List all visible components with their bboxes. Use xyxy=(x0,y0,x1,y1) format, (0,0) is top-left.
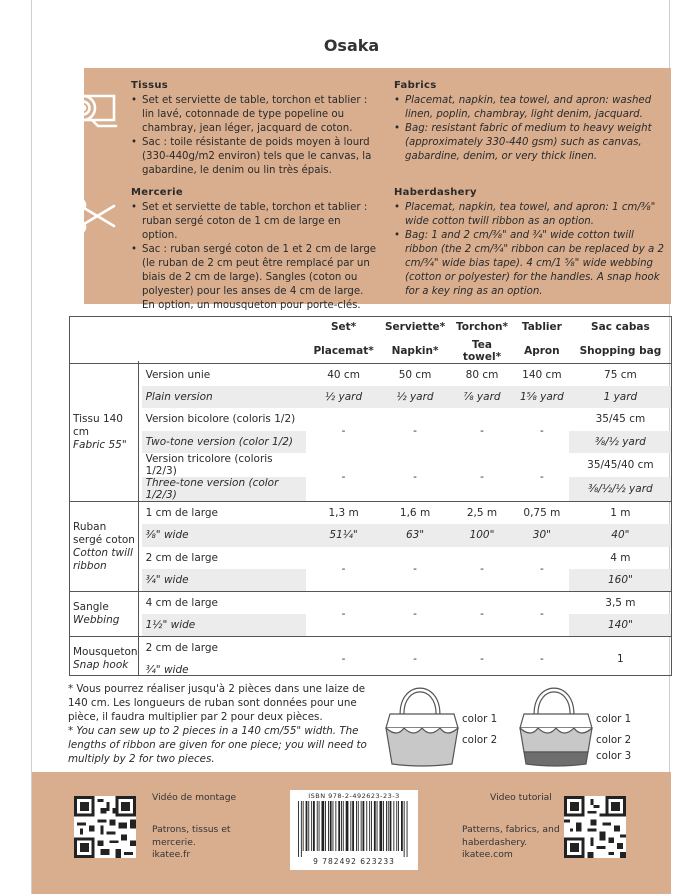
row-group-label: Sangle Webbing xyxy=(69,592,142,637)
row-label: ¾" wide xyxy=(142,569,307,592)
bag-two-tone-illustration xyxy=(372,680,472,772)
website-link[interactable]: ikatee.com xyxy=(462,849,513,860)
table-row xyxy=(69,547,672,570)
col-header: Tablier xyxy=(521,321,562,334)
col-header: Set* xyxy=(330,321,357,334)
barcode-bar xyxy=(380,801,383,851)
table-cell: 50 cm xyxy=(381,363,449,386)
row-label: Three-tone version (color 1/2/3) xyxy=(142,477,307,502)
row-label: 2 cm de large xyxy=(142,637,307,660)
fabrics-en xyxy=(394,79,664,164)
table-cell: - xyxy=(341,471,346,483)
table-cell: - xyxy=(515,592,569,637)
barcode-bar xyxy=(407,801,408,857)
row-label: 1½" wide xyxy=(142,614,307,637)
row-label: 2 cm de large xyxy=(145,551,219,564)
row-label: Version unie xyxy=(142,363,307,386)
table-cell: - xyxy=(306,592,381,637)
table-cell: 140 cm xyxy=(515,363,569,386)
row-label: Two-tone version (color 1/2) xyxy=(142,431,307,454)
haberdashery-en-heading: Haberdashery xyxy=(394,187,477,198)
row-label: Plain version xyxy=(145,390,213,403)
table-cell: - xyxy=(381,592,449,637)
barcode-bar xyxy=(363,801,365,851)
fabrics-en-item: • Placemat, napkin, tea towel, and apron: washed linen, poplin, chambray, light denim, jacquard. xyxy=(394,94,664,122)
barcode xyxy=(290,790,418,870)
barcode-bar xyxy=(298,801,299,857)
fabric-roll-icon xyxy=(68,86,120,130)
table-cell: 0,75 m xyxy=(515,502,569,525)
website-link[interactable]: ikatee.fr xyxy=(152,849,191,860)
col-header: Tea towel* xyxy=(462,338,502,363)
row-label: 4 cm de large xyxy=(142,592,307,615)
footer-left-text: Patrons, tissus et mercerie. ikatee.fr xyxy=(152,824,231,860)
barcode-bar xyxy=(301,801,302,857)
table-row xyxy=(69,637,672,660)
table-header-fr xyxy=(69,316,672,339)
table-cell: ⅜/½ yard xyxy=(569,431,672,454)
barcode-bar xyxy=(369,801,370,851)
barcode-bar xyxy=(383,801,384,851)
barcode-icon xyxy=(294,801,414,857)
table-cell: 51¼" xyxy=(329,529,358,542)
barcode-bar xyxy=(366,801,367,851)
table-cell: ⅜/½/½ yard xyxy=(569,477,672,502)
row-label: Version bicolore (coloris 1/2) xyxy=(145,413,296,426)
table-cell: 1,3 m xyxy=(306,502,381,525)
haberdashery-en xyxy=(394,186,664,299)
barcode-bar xyxy=(350,801,351,851)
barcode-bar xyxy=(401,801,403,851)
color-label: color 2 xyxy=(462,734,498,746)
table-cell: 80 cm xyxy=(449,363,515,386)
barcode-bar xyxy=(346,801,349,851)
table-row xyxy=(69,502,672,525)
table-cell: - xyxy=(306,637,381,682)
color-label: color 1 xyxy=(596,713,632,725)
barcode-bar xyxy=(371,801,372,851)
table-cell: - xyxy=(413,471,417,483)
haberdashery-en-item: • Placemat, napkin, tea towel, and apron: 1 cm/⅜" wide cotton twill ribbon as an option. xyxy=(394,201,664,229)
fabrics-en-heading: Fabrics xyxy=(394,80,437,91)
row-group-label: Mousqueton Snap hook xyxy=(69,637,142,682)
isbn-label: ISBN 978-2-492623-23-3 xyxy=(308,792,400,800)
barcode-bar xyxy=(377,801,378,851)
barcode-bar xyxy=(352,801,354,851)
table-row xyxy=(69,592,672,615)
col-header: Serviette* xyxy=(385,321,446,334)
row-label: 1 cm de large xyxy=(142,502,307,525)
table-cell: 75 cm xyxy=(569,363,672,386)
table-cell: - xyxy=(341,562,346,575)
haberdashery-fr-item: • Set et serviette de table, torchon et tablier : ruban sergé coton de 1 cm de large en option. xyxy=(131,201,377,243)
row-label: ⅜" wide xyxy=(145,529,189,542)
note-en: * You can sew up to 2 pieces in a 140 cm/55" width. The lengths of ribbon are given for one piece; you will need to multiply by 2 for two pieces. xyxy=(68,725,367,765)
barcode-bar xyxy=(390,801,392,851)
barcode-bar xyxy=(374,801,376,851)
table-cell: 2,5 m xyxy=(449,502,515,525)
table-cell: - xyxy=(539,471,544,483)
table-cell: 1 m xyxy=(569,502,672,525)
table-divider xyxy=(138,361,139,676)
table-cell: - xyxy=(515,637,569,682)
row-label: Version tricolore (coloris 1/2/3) xyxy=(145,453,273,477)
barcode-digits: 9 782492 623233 xyxy=(313,857,395,866)
table-cell: - xyxy=(413,562,417,575)
table-cell: - xyxy=(341,424,346,437)
table-cell: 3,5 m xyxy=(569,592,672,615)
barcode-bar xyxy=(325,801,326,851)
barcode-bar xyxy=(311,801,312,851)
table-cell: 1 xyxy=(569,637,672,682)
table-row xyxy=(69,386,672,409)
haberdashery-fr xyxy=(131,186,377,313)
table-cell: 40 cm xyxy=(306,363,381,386)
footer-left-title: Vidéo de montage xyxy=(152,792,237,803)
notes xyxy=(68,682,378,766)
table-cell: 140" xyxy=(569,614,672,637)
barcode-bar xyxy=(393,801,394,851)
barcode-bar xyxy=(306,801,308,851)
table-header-en xyxy=(69,339,672,364)
barcode-bar xyxy=(317,801,318,851)
barcode-bar xyxy=(343,801,344,851)
row-group-label: Ruban sergé coton Cotton twill ribbon xyxy=(69,502,142,592)
haberdashery-fr-heading: Mercerie xyxy=(131,187,183,198)
table-cell: 4 m xyxy=(610,551,631,564)
table-cell: 35/45 cm xyxy=(595,413,646,426)
table-row xyxy=(69,524,672,547)
fabrics-en-item: • Bag: resistant fabric of medium to heavy weight (approximately 330-440 gsm) such as canvas, gabardine, denim, or very thick linen. xyxy=(394,122,664,164)
table-cell: 1,6 m xyxy=(381,502,449,525)
footer-right-text: Patterns, fabrics, and haberdashery. ikatee.com xyxy=(462,824,560,860)
note-fr: * Vous pourrez réaliser jusqu'à 2 pièces dans une laize de 140 cm. Les longueurs de ruban sont données pour une pièce, il faudra multiplier par 2 pour deux pièces. xyxy=(68,683,366,723)
table-cell: - xyxy=(449,637,515,682)
table-row xyxy=(69,363,672,386)
table-cell: - xyxy=(480,562,484,575)
fabrics-fr-item: • Sac : toile résistante de poids moyen à lourd (330-440g/m2 environ) tels que le canvas, la gabardine, le denim ou lin très épais. xyxy=(131,136,377,178)
footer xyxy=(32,772,671,894)
barcode-bar xyxy=(341,801,342,851)
table-cell: - xyxy=(480,424,484,437)
barcode-bar xyxy=(396,801,397,851)
table-cell: - xyxy=(480,471,484,483)
table-cell: - xyxy=(449,592,515,637)
haberdashery-en-item: • Bag: 1 and 2 cm/⅜" and ¾" wide cotton twill ribbon (the 2 cm/¾" ribbon can be replaced by a 2 cm/¾" wide bias tape). 4 cm/1 ⅝" wide webbing (cotton or polyester) for the handles. A snap hook for a key ring as an option. xyxy=(394,229,664,299)
table-cell: 1⅝ yard xyxy=(519,390,564,403)
table-cell: 160" xyxy=(569,569,672,592)
table-cell: 40" xyxy=(611,529,630,542)
page-title: Osaka xyxy=(323,36,380,55)
table-cell: - xyxy=(381,637,449,682)
bag-three-tone-illustration xyxy=(506,680,606,772)
col-header: Torchon* xyxy=(455,321,509,334)
barcode-bar xyxy=(330,801,332,851)
footer-right-title: Video tutorial xyxy=(490,792,552,803)
barcode-bar xyxy=(358,801,359,851)
barcode-bar xyxy=(313,801,315,851)
table-row xyxy=(69,453,672,477)
pattern-sheet xyxy=(31,0,670,894)
barcode-bar xyxy=(319,801,320,851)
qr-code-icon[interactable] xyxy=(74,796,136,858)
table-cell: 30" xyxy=(532,529,551,542)
barcode-bar xyxy=(303,801,304,851)
fabrics-fr-item: • Set et serviette de table, torchon et tablier : lin lavé, cotonnade de type popeline ou chambray, jean léger, jacquard de coton. xyxy=(131,94,377,136)
barcode-bar xyxy=(328,801,329,851)
col-header: Placemat* xyxy=(313,344,374,357)
col-header: Shopping bag xyxy=(579,344,662,357)
fabrics-fr-heading: Tissus xyxy=(131,80,169,91)
barcode-bar xyxy=(322,801,325,851)
scissors-icon xyxy=(70,196,118,236)
col-header: Sac cabas xyxy=(591,321,650,334)
fabrics-fr xyxy=(131,79,377,178)
table-cell: ½ yard xyxy=(396,390,434,403)
table-cell: - xyxy=(539,424,544,437)
color-label: color 2 xyxy=(596,734,632,746)
barcode-bar xyxy=(361,801,362,851)
haberdashery-fr-item: • Sac : ruban sergé coton de 1 et 2 cm de large (le ruban de 2 cm peut être remplacé par un biais de 2 cm de large). Sangles (coton ou polyester) pour les anses de 4 cm de large. En option, un mousqueton pour porte-clés. xyxy=(131,243,377,313)
table-cell: - xyxy=(539,562,544,575)
requirements-table xyxy=(69,316,672,682)
col-header: Napkin* xyxy=(391,344,439,357)
barcode-bar xyxy=(398,801,399,851)
barcode-bar xyxy=(356,801,357,851)
table-cell: 35/45/40 cm xyxy=(587,459,654,471)
col-header: Apron xyxy=(524,344,560,357)
color-label: color 1 xyxy=(462,713,498,725)
barcode-bar xyxy=(404,801,405,857)
barcode-bar xyxy=(333,801,334,851)
color-label: color 3 xyxy=(596,750,632,762)
row-group-label: Tissu 140 cm Fabric 55" xyxy=(69,363,142,502)
table-cell: ½ yard xyxy=(325,390,363,403)
barcode-bar xyxy=(386,801,387,851)
table-cell: ⅞ yard xyxy=(463,390,501,403)
row-label: ¾" wide xyxy=(145,664,189,677)
barcode-bar xyxy=(308,801,309,851)
table-cell: - xyxy=(413,424,417,437)
barcode-bar xyxy=(335,801,336,851)
barcode-bar xyxy=(338,801,340,851)
table-cell: 63" xyxy=(405,529,425,542)
table-row xyxy=(69,408,672,431)
table-cell: 100" xyxy=(469,529,495,542)
table-cell: 1 yard xyxy=(603,390,638,403)
qr-code-icon[interactable] xyxy=(564,796,626,858)
barcode-bar xyxy=(388,801,389,851)
